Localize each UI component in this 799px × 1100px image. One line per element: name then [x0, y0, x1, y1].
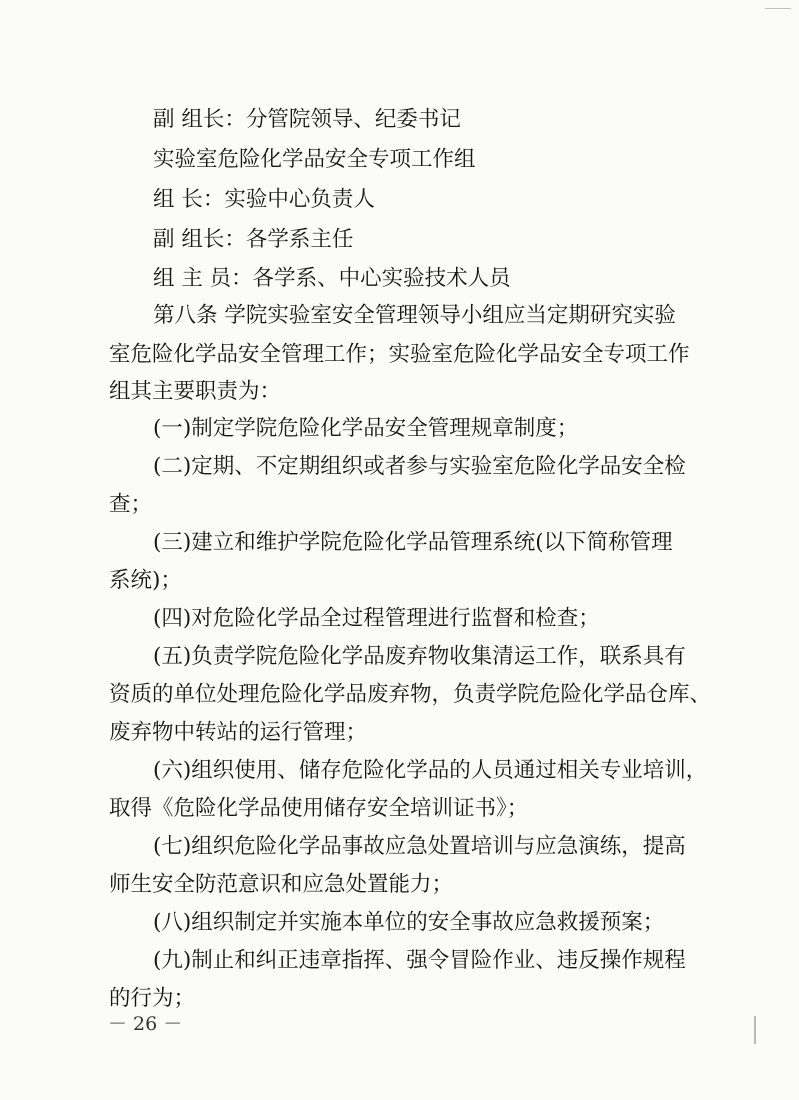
duty-5-cont-2: 废弃物中转站的运行管理；: [109, 720, 368, 745]
line-vice-group-leader: 副 组长：各学系主任: [153, 227, 354, 252]
duty-5: (五)负责学院危险化学品废弃物收集清运工作，联系具有: [153, 644, 686, 669]
duty-5-cont-1: 资质的单位处理危险化学品废弃物，负责学院危险化学品仓库、: [109, 682, 712, 707]
article-8-line-2: 室危险化学品安全管理工作；实验室危险化学品安全专项工作: [109, 342, 690, 367]
duty-9: (九)制止和纠正违章指挥、强令冒险作业、违反操作规程: [153, 948, 686, 973]
duty-2: (二)定期、不定期组织或者参与实验室危险化学品安全检: [153, 454, 686, 479]
line-group-leader: 组 长：实验中心负责人: [153, 187, 375, 212]
duty-7-cont: 师生安全防范意识和应急处置能力；: [109, 872, 454, 897]
article-8-line-3: 组其主要职责为：: [109, 379, 282, 404]
line-vice-leader: 副 组长：分管院领导、纪委书记: [153, 107, 461, 132]
page-number: － 26 －: [108, 1013, 183, 1035]
duty-2-cont: 查；: [109, 492, 153, 517]
duty-7: (七)组织危险化学品事故应急处置培训与应急演练，提高: [153, 834, 686, 859]
duty-6-cont: 取得《危险化学品使用储存安全培训证书》；: [109, 796, 529, 821]
line-members: 组 主 员：各学系、中心实验技术人员: [153, 266, 511, 291]
line-working-group: 实验室危险化学品安全专项工作组: [153, 147, 476, 172]
duty-1: (一)制定学院危险化学品安全管理规章制度；: [153, 416, 579, 441]
duty-9-cont: 的行为；: [109, 986, 196, 1011]
scan-edge-mark: [754, 1016, 756, 1044]
article-8-heading: 第八条 学院实验室安全管理领导小组应当定期研究实验: [153, 303, 676, 328]
duty-8: (八)组织制定并实施本单位的安全事故应急救援预案；: [153, 910, 665, 935]
duty-4: (四)对危险化学品全过程管理进行监督和检查；: [153, 606, 600, 631]
duty-3: (三)建立和维护学院危险化学品管理系统(以下简称管理: [153, 530, 673, 555]
duty-3-cont: 系统)；: [109, 568, 182, 593]
duty-6: (六)组织使用、储存危险化学品的人员通过相关专业培训，: [153, 758, 708, 783]
